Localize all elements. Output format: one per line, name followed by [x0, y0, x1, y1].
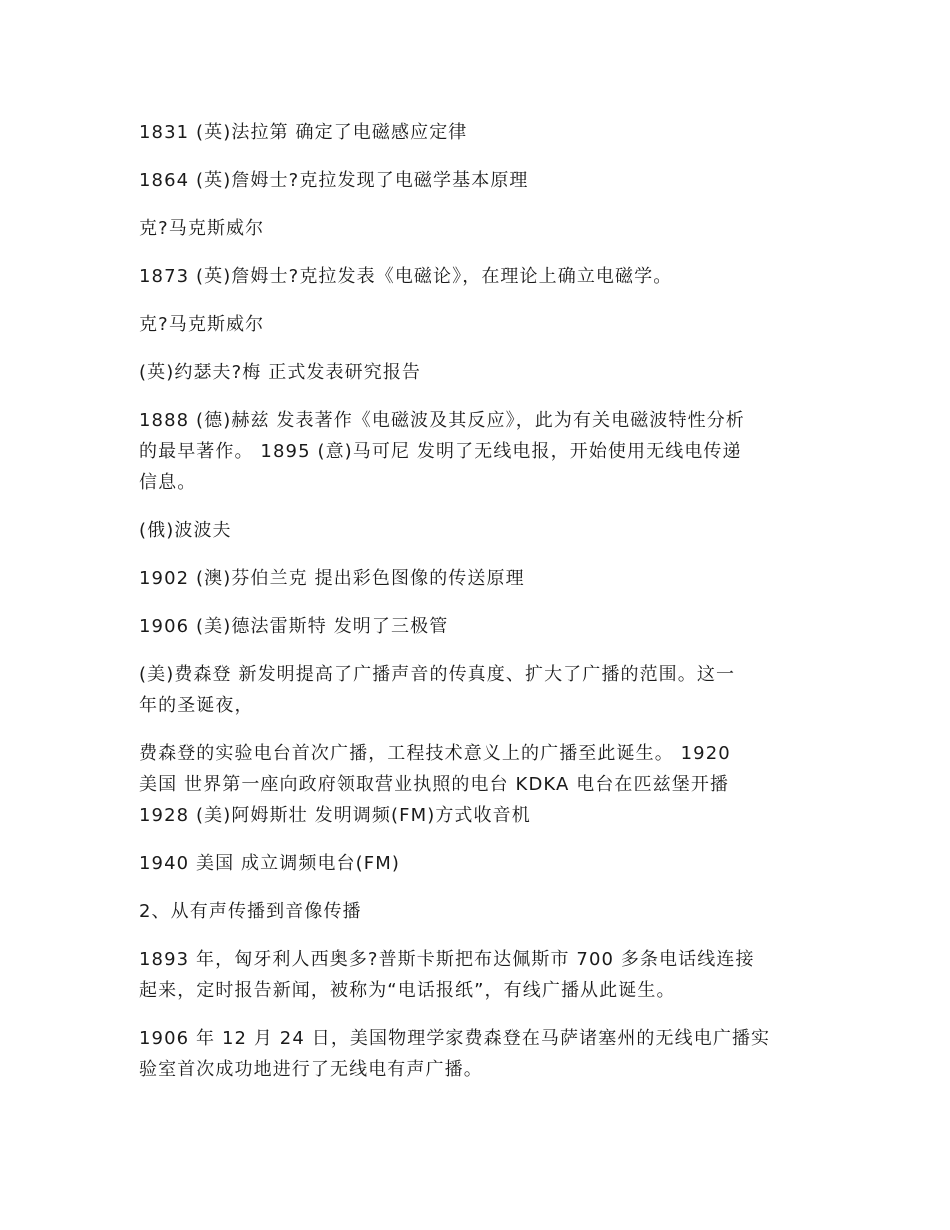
paragraph	[139, 659, 820, 721]
paragraph	[139, 165, 820, 196]
paragraph	[139, 896, 820, 927]
paragraph	[139, 944, 820, 1006]
text-line: 克?马克斯威尔	[139, 314, 265, 335]
text-line: 2、从有声传播到音像传播	[139, 901, 362, 922]
text-line: 1831 (英)法拉第 确定了电磁感应定律	[139, 122, 468, 143]
text-line: 的最早著作。 1895 (意)马可尼 发明了无线电报，开始使用无线电传递	[139, 441, 742, 462]
text-line: 1906 (美)德法雷斯特 发明了三极管	[139, 616, 449, 637]
paragraph	[139, 611, 820, 642]
text-line: 1928 (美)阿姆斯壮 发明调频(FM)方式收音机	[139, 805, 531, 826]
paragraph	[139, 309, 820, 340]
text-line: 1906 年 12 月 24 日，美国物理学家费森登在马萨诸塞州的无线电广播实	[139, 1028, 771, 1049]
document-body	[139, 117, 820, 1085]
text-line: 1864 (英)詹姆士?克拉发现了电磁学基本原理	[139, 170, 529, 191]
text-line: 1888 (德)赫兹 发表著作《电磁波及其反应》，此为有关电磁波特性分析	[139, 410, 745, 431]
text-line: 信息。	[139, 472, 197, 493]
paragraph	[139, 515, 820, 546]
paragraph	[139, 563, 820, 594]
text-line: 年的圣诞夜，	[139, 695, 254, 716]
text-line: 费森登的实验电台首次广播，工程技术意义上的广播至此诞生。 1920	[139, 743, 731, 764]
text-line: (美)费森登 新发明提高了广播声音的传真度、扩大了广播的范围。这一	[139, 664, 736, 685]
text-line: 美国 世界第一座向政府领取营业执照的电台 KDKA 电台在匹兹堡开播	[139, 774, 730, 795]
text-line: (英)约瑟夫?梅 正式发表研究报告	[139, 362, 422, 383]
text-line: (俄)波波夫	[139, 520, 232, 541]
text-line: 1873 (英)詹姆士?克拉发表《电磁论》，在理论上确立电磁学。	[139, 266, 673, 287]
paragraph	[139, 1023, 820, 1085]
paragraph	[139, 357, 820, 388]
paragraph	[139, 405, 820, 498]
paragraph	[139, 117, 820, 148]
paragraph	[139, 738, 820, 831]
text-line: 1940 美国 成立调频电台(FM)	[139, 853, 400, 874]
text-line: 1893 年，匈牙利人西奥多?普斯卡斯把布达佩斯市 700 多条电话线连接	[139, 949, 755, 970]
text-line: 验室首次成功地进行了无线电有声广播。	[139, 1059, 483, 1080]
text-line: 起来，定时报告新闻，被称为“电话报纸”，有线广播从此诞生。	[139, 980, 676, 1001]
text-line: 1902 (澳)芬伯兰克 提出彩色图像的传送原理	[139, 568, 525, 589]
paragraph	[139, 848, 820, 879]
text-line: 克?马克斯威尔	[139, 218, 265, 239]
paragraph	[139, 261, 820, 292]
paragraph	[139, 213, 820, 244]
